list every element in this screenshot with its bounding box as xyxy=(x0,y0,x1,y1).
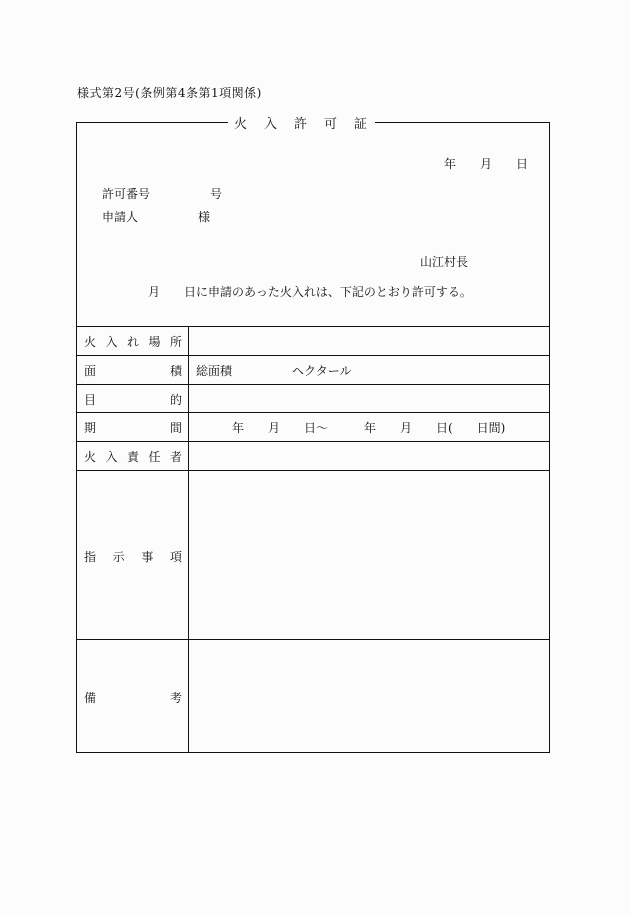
label-person-in-charge: 火 入 責 任 者 xyxy=(84,450,182,464)
label-purpose: 目 的 xyxy=(84,393,182,407)
field-area: 総面積 ヘクタール xyxy=(196,364,352,378)
column-divider xyxy=(188,326,189,753)
label-remarks: 備 考 xyxy=(84,691,182,705)
row-divider xyxy=(76,412,550,413)
label-burning-site: 火 入 れ 場 所 xyxy=(84,335,182,349)
issuer: 山江村長 xyxy=(420,255,469,269)
row-divider xyxy=(76,384,550,385)
label-instructions: 指 示 事 項 xyxy=(84,550,182,564)
row-divider xyxy=(76,470,550,471)
row-divider xyxy=(76,441,550,442)
certificate-title: 火 入 許 可 証 xyxy=(228,113,375,132)
label-area: 面 積 xyxy=(84,364,182,378)
row-divider xyxy=(76,639,550,640)
row-divider xyxy=(76,355,550,356)
applicant: 申請人 様 xyxy=(102,210,211,224)
permit-number: 許可番号 号 xyxy=(102,187,223,201)
field-period: 年 月 日〜 年 月 日( 日間) xyxy=(232,421,506,435)
permit-statement: 月 日に申請のあった火入れは、下記のとおり許可する。 xyxy=(148,285,472,299)
date-line: 年 月 日 xyxy=(444,157,529,171)
table-top-rule xyxy=(76,326,550,327)
form-number: 様式第2号(条例第4条第1項関係) xyxy=(77,86,262,100)
label-period: 期 間 xyxy=(84,421,182,435)
